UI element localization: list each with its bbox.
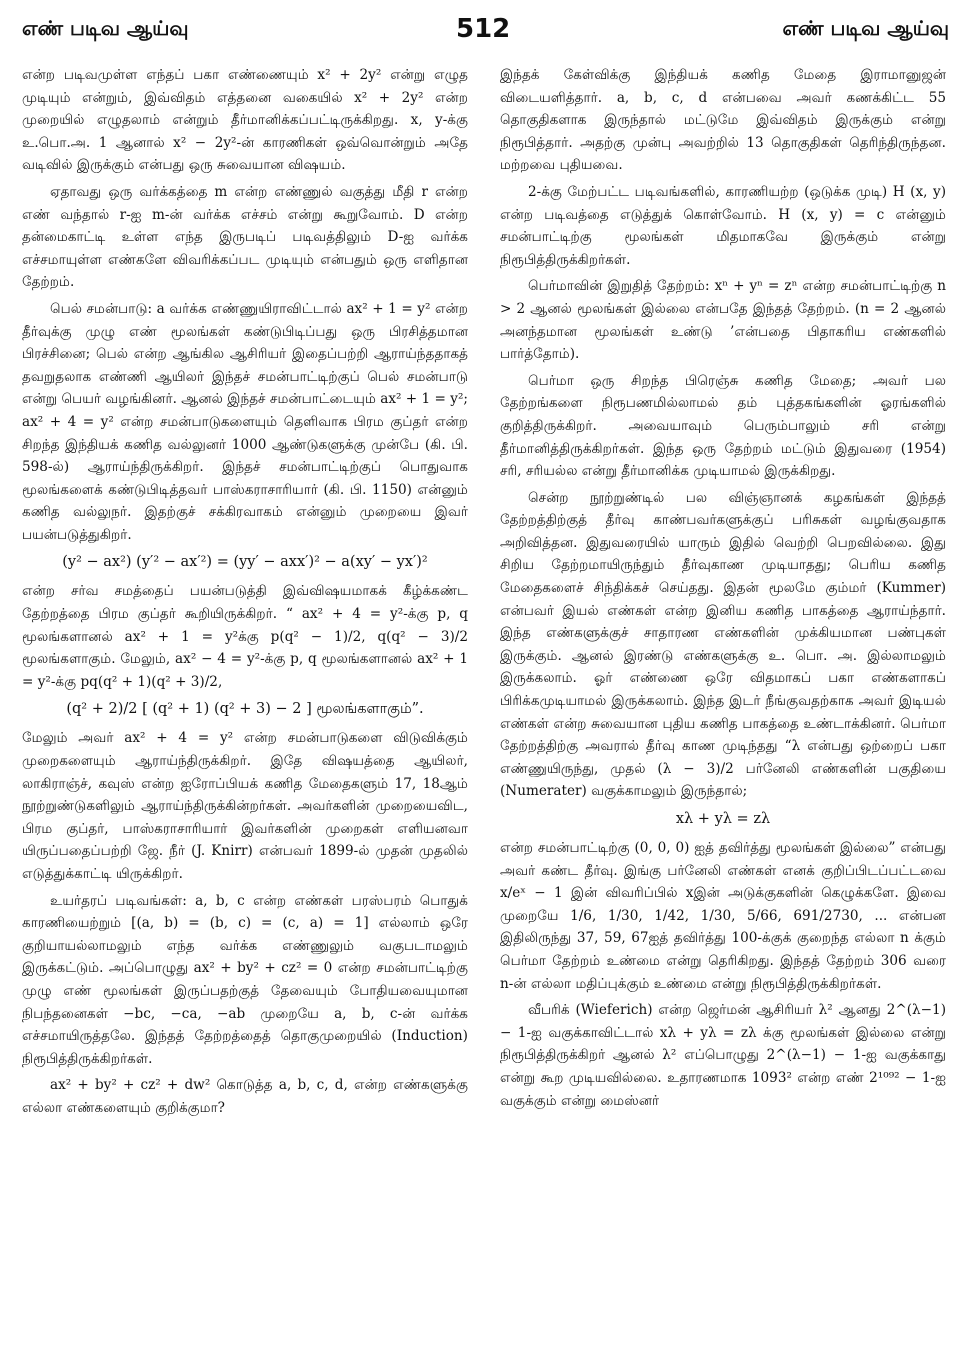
page-header xyxy=(0,0,967,50)
paragraph: உயர்தரப் படிவங்கள்: a, b, c என்ற எண்கள் பரஸ்பரம் பொதுக் காரணியைற்றும் [(a, b) = (b, c) = (c, a) = 1] எல்லாம் ஒரே குறியாயல்லாமலும் எந்த வர்க்க எண்ணுலும் வகுபடாமலும் இருக்கட்டும். அப்பொழுது ax² + by² + cz² = 0 என்ற சமன்பாட்டிற்கு முழு எண் மூலங்கள் இருப்பதற்குத் தேவையும் போதியவையுமான நிபந்தனைகள் −bc, −ca, −ab முறையே a, b, c-ன் வர்க்க எச்சமாயிருத்தலே. இந்தத் தேற்றத்தைத் தொகுமுறையில் (Induction) நிரூபித்திருக்கிறர்கள். xyxy=(22,892,468,1067)
paragraph: பெர்மா ஒரு சிறந்த பிரெஞ்சு கணித மேதை; அவர் பல தேற்றங்களை நிரூபணமில்லாமல் தம் புத்தகங்களின் ஓரங்களில் குறித்திருக்கிறர். அவையாவும் பெரும்பாலும் சரி என்று தீர்மானித்திருக்கிறர்கள். இந்த ஒரு தேற்றம் மட்டும் இதுவரை (1954) சரி, சரியல்ல என்று தீர்மானிக்க முடியாமல் இருக்கிறது. xyxy=(500,372,946,480)
formula: (q² + 2)/2 [ (q² + 1) (q² + 3) − 2 ] மூலங்களாகும்”. xyxy=(66,701,424,718)
paragraph: இந்தக் கேள்விக்கு இந்தியக் கணித மேதை இராமானுஜன் விடையளித்தார். a, b, c, d என்பவை அவர் கணக்கிட்ட 55 தொகுதிகளாக இருந்தால் மட்டுமே இவ்விதம் இருக்கும் என்று நிரூபித்தார். அதற்கு முன்பு அவற்றில் 13 தொகுதிகள் தெரிந்திருந்தன. மற்றவை புதியவை. xyxy=(500,67,946,174)
paragraph: பெல் சமன்பாடு: a வர்க்க எண்ணுயிராவிட்டால் ax² + 1 = y² என்ற தீர்வுக்கு முழு எண் மூலங்கள் கண்டுபிடிப்பது ஒரு பிரசித்தமான பிரச்சினை; பெல் என்ற ஆங்கில ஆசிரியர் இதைப்பற்றி ஆராய்ந்ததாகத் தவறுதலாக எண்ணி ஆயிலர் இந்தச் சமன்பாட்டிற்குப் பெல் சமன்பாடு என்று பெயர் வழங்கினர். ஆனல் இந்தச் சமன்பாட்டையும் ax² + 1 = y²; ax² + 4 = y² என்ற சமன்பாடுகளையும் தெளிவாக பிரம குப்தர் என்ற சிறந்த இந்தியக் கணித வல்லுனர் 1000 ஆண்டுகளுக்கு முன்பே (கி. பி. 598-ல்) ஆராய்ந்திருக்கிறர். இந்தச் சமன்பாட்டிற்குப் பொதுவாக மூலங்களைக் கண்டுபிடித்தவர் பாஸ்கராசாரியார் (கி. பி. 1150) என்னும் கணித வல்லுநர். இதற்குச் சக்கிரவாகம் என்னும் முறையை இவர் பயன்படுத்துகிறர். xyxy=(22,300,468,543)
paragraph: மேலும் அவர் ax² + 4 = y² என்ற சமன்பாடுகளை விடுவிக்கும் முறைகளையும் ஆராய்ந்திருக்கிறர். இதே விஷயத்தை ஆயிலர், லாகிராஞ்ச், கவுஸ் என்ற ஐரோப்பியக் கணித மேதைகளும் 17, 18ஆம் நூற்றுண்டுகளிலும் ஆராய்ந்திருக்கின்றர்கள். அவர்களின் முறையைவிட, பிரம குப்தர், பாஸ்கராசாரியார் இவர்களின் முறைகள் எளியனவா யிருப்பதைப்பற்றி ஜே. நீர் (J. Knirr) என்பவர் 1899-ல் முதன் முதலில் எடுத்துக்காட்டி யிருக்கிறர். xyxy=(22,730,468,882)
left-column xyxy=(22,64,468,1356)
paragraph: என்ற படிவமுள்ள எந்தப் பகா எண்ணையும் x² + 2y² என்று எழுத முடியும் என்றும், இவ்விதம் எத்தனை வகையில் x² + 2y² என்ற முறையில் எழுதலாம் என்றும் தீர்மானிக்கப்பட்டிருக்கிறது. x, y-க்கு உ.பொ.அ. 1 ஆனால் x² − 2y²-ன் காரணிகள் ஒவ்வொன்றும் அதே வடிவில் இருக்கும் என்பது ஒரு சுவையான விஷயம். xyxy=(22,67,468,174)
paragraph: ax² + by² + cz² + dw² கொடுத்த a, b, c, d, என்ற எண்களுக்கு எல்லா எண்களையும் குறிக்குமா? xyxy=(22,1077,468,1116)
paragraph: சென்ற நூற்றுண்டில் பல விஞ்ஞானக் கழகங்கள் இந்தத் தேற்றத்திற்குத் தீர்வு காண்பவர்களுக்குப் பரிசுகள் வழங்குவதாக அறிவித்தன. இதுவரையில் யாரும் இதில் வெற்றி பெறவில்லை. இது சிறிய தேற்றமாயிருந்தும் தீர்வுகாண முடியாதது; பெரிய கணித மேதைகளைச் சிந்திக்கச் செய்தது. இதன் மூலமே கும்மர் (Kummer) என்பவர் இயல் எண்கள் என்ற இனிய கணித பாகத்தை ஆராய்ந்தார். இந்த எண்களுக்குச் சாதாரண எண்களின் முக்கியமான பண்புகள் இருக்கும். ஆனல் இரண்டு எண்களுக்கு உ. பொ. அ. இல்லாமலும் இருக்கலாம். ஓர் எண்ணை ஒரே விதமாகப் பகா எண்களாகப் பிரிக்கமுடியாமல் இருக்கலாம். இந்த இடர் நீங்குவதற்காக அவர் இடியல் எண்கள் என்ற சுவையான புதிய கணித பாகத்தை உண்டாக்கினர். பெர்மா தேற்றத்திற்கு அவரால் தீர்வு காண முடிந்தது “λ என்பது ஒற்றைப் பகா எண்ணுயிருந்து, முதல் (λ − 3)/2 பர்னேலி எண்களின் பகுதியை (Numerater) வகுக்காமலும் இருந்தால்; xyxy=(500,489,946,800)
formula: xλ + yλ = zλ xyxy=(675,811,771,827)
page-number: 512 xyxy=(456,14,511,44)
running-title-left: எண் படிவ ஆய்வு xyxy=(22,16,189,40)
paragraph: வீபரிக் (Wieferich) என்ற ஜெர்மன் ஆசிரியர் λ² ஆனது 2^(λ−1) − 1-ஐ வகுக்காவிட்டால் xλ + yλ = zλ க்கு மூலங்கள் இல்லை என்று நிரூபித்திருக்கிறர் ஆனல் λ² எப்பொழுது 2^(λ−1) − 1-ஐ வகுக்காது என்று கூற முடியவில்லை. உதாரணமாக 1093² என்ற எண் 2¹⁰⁹² − 1-ஐ வகுக்கும் என்று மைஸ்னர் xyxy=(500,1002,946,1109)
paragraph: என்ற சர்வ சமத்தைப் பயன்படுத்தி இவ்விஷயமாகக் கீழ்க்கண்ட தேற்றத்தை பிரம குப்தர் கூறியிருக்கிறர். “ ax² + 4 = y²-க்கு p, q மூலங்களானல் ax² + 1 = y²க்கு p(q² − 1)/2, q(q² − 3)/2 மூலங்களாகும். மேலும், ax² − 4 = y²-க்கு p, q மூலங்களானல் ax² + 1 = y²-க்கு pq(q² + 1)(q² + 3)/2, xyxy=(22,583,468,690)
right-column xyxy=(500,64,946,1356)
paragraph: பெர்மாவின் இறுதித் தேற்றம்: xⁿ + yⁿ = zⁿ என்ற சமன்பாட்டிற்கு n > 2 ஆனல் மூலங்கள் இல்லை என்பதே இந்தத் தேற்றம். (n = 2 ஆனல் அனந்தமான மூலங்கள் உண்டு ’என்பதை பிதாகரிய எண்களில் பார்த்தோம்). xyxy=(500,278,946,363)
formula: (y² − ax²) (y′² − ax′²) = (yy′ − axx′)² − a(xy′ − yx′)² xyxy=(62,554,428,571)
running-title-right: எண் படிவ ஆய்வு xyxy=(782,16,949,40)
paragraph: ஏதாவது ஒரு வர்க்கத்தை m என்ற எண்ணுல் வகுத்து மீதி r என்ற எண் வந்தால் r-ஐ m-ன் வர்க்க எச்சம் என்று கூறுவோம். D என்ற தன்மைகாட்டி உள்ள எந்த இருபடிப் படிவத்திலும் D-ஐ வர்க்க எச்சமாயுள்ள எண்களே விவரிக்கப்பட முடியும் என்பதும் ஒரு எளிதான தேற்றம். xyxy=(22,183,468,291)
paragraph: என்ற சமன்பாட்டிற்கு (0, 0, 0) ஐத் தவிர்த்து மூலங்கள் இல்லை” என்பது அவர் கண்ட தீர்வு. இங்கு பர்னேலி எண்கள் எனக் குறிப்பிடப்பட்டவை x/eˣ − 1 இன் விவரிப்பில் xஇன் அடுக்குகளின் கெழுக்களே. இவை முறையே 1/6, 1/30, 1/42, 1/30, 5/66, 691/2730, ... என்பன இதிலிருந்து 37, 59, 67ஐத் தவிர்த்து 100-க்குக் குறைந்த எல்லா n க்கும் பெர்மா தேற்றம் உண்மை என்று தெரிகிறது. இந்தத் தேற்றம் 306 வரை n-ன் எல்லா மதிப்புக்கும் உண்மை என்று நிரூபித்திருக்கிறர்கள். xyxy=(500,840,946,992)
paragraph: 2-க்கு மேற்பட்ட படிவங்களில், காரணியற்ற (ஒடுக்க முடி) H (x, y) என்ற படிவத்தை எடுத்துக் கொள்வோம். H (x, y) = c என்னும் சமன்பாட்டிற்கு மூலங்கள் மிதமாகவே இருக்கும் என்று நிரூபித்திருக்கிறர்கள். xyxy=(500,183,946,268)
